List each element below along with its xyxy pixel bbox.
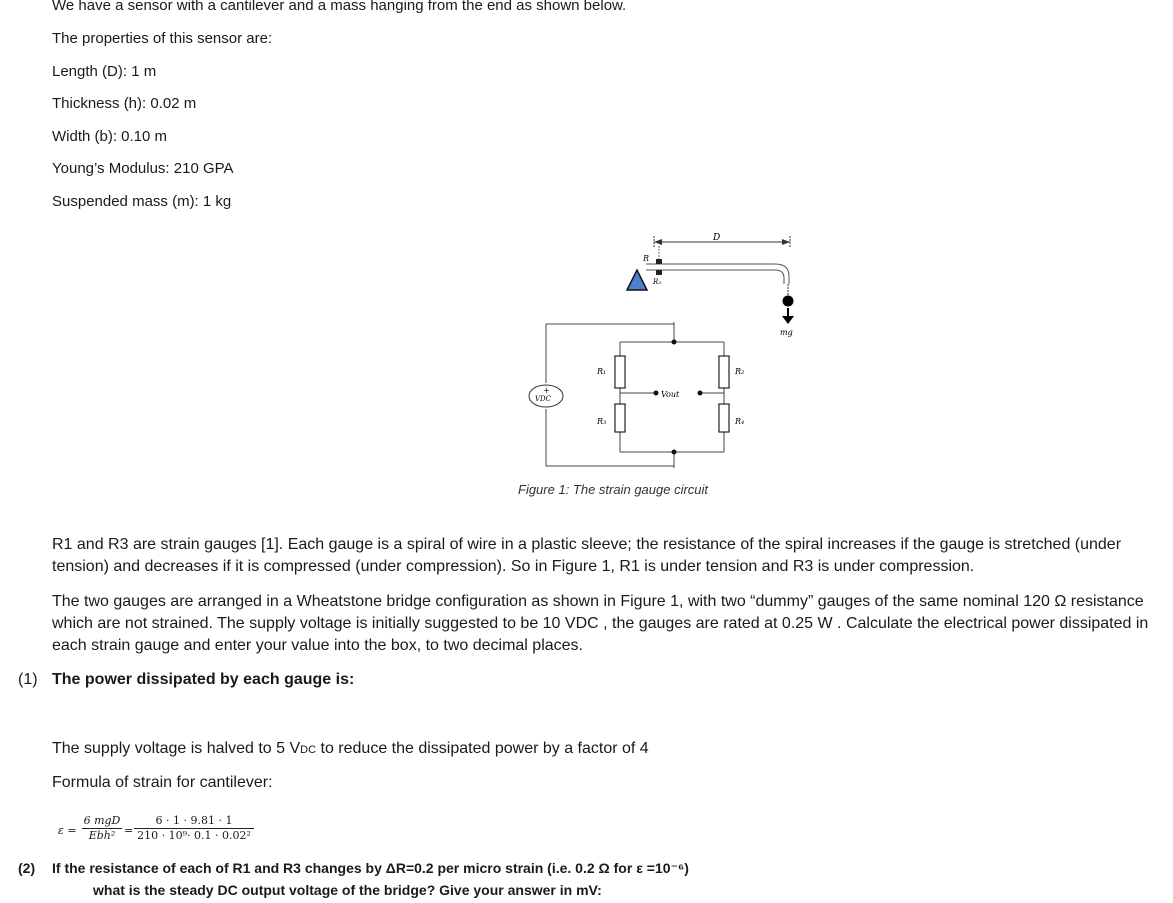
- formula-den-1: Ebh²: [88, 829, 116, 842]
- resistor-r3: [615, 404, 625, 432]
- mass-label: mg: [780, 328, 793, 337]
- dimension-d-label: D: [713, 233, 721, 243]
- r3-label: R₃: [597, 417, 607, 426]
- beam-r3-label: R₃: [653, 278, 662, 286]
- property-width: Width (b): 0.10 m: [52, 128, 168, 145]
- supply-value: 5 V: [276, 740, 301, 757]
- supply-subscript: DC: [300, 744, 317, 756]
- r2-label: R₂: [735, 367, 745, 376]
- mass-ball: [783, 296, 794, 307]
- properties-heading: The properties of this sensor are:: [52, 30, 273, 47]
- question-1-number: (1): [18, 671, 38, 688]
- formula-heading: Formula of strain for cantilever:: [52, 774, 273, 791]
- question-1-text: The power dissipated by each gauge is:: [52, 671, 355, 688]
- question-2-line-2: what is the steady DC output voltage of the bridge? Give your answer in mV:: [93, 882, 602, 898]
- paragraph-strain-gauges: R1 and R3 are strain gauges [1]. Each gauge is a spiral of wire in a plastic sleeve; the resistance of the spiral increases if the gauge is stretched (under tension) and decreases if it is compressed (under compression). So in Figure 1, R1 is under tension and R3 is under compression.: [52, 536, 1122, 575]
- supply-post: to reduce the dissipated power by a factor of 4: [320, 740, 649, 757]
- property-youngs-modulus: Young’s Modulus: 210 GPA: [52, 160, 234, 177]
- formula-epsilon: ε =: [58, 824, 77, 837]
- formula-fraction-2: [134, 814, 254, 843]
- question-2-number: (2): [18, 860, 36, 876]
- resistor-r1: [615, 356, 625, 388]
- vdc-plus: +: [543, 386, 550, 395]
- intro-text: We have a sensor with a cantilever and a mass hanging from the end as shown below.: [52, 0, 627, 14]
- supply-voltage-line: [52, 738, 649, 761]
- beam-r1-label: R: [643, 254, 650, 263]
- resistor-r4: [719, 404, 729, 432]
- property-length: Length (D): 1 m: [52, 63, 157, 80]
- vdc-label: VDC: [535, 395, 552, 403]
- question-2-line-1: If the resistance of each of R1 and R3 changes by ΔR=0.2 per micro strain (i.e. 0.2 Ω for ε =10⁻⁶): [52, 860, 689, 876]
- figure-caption: Figure 1: The strain gauge circuit: [518, 482, 709, 497]
- property-thickness: Thickness (h): 0.02 m: [52, 95, 197, 112]
- resistor-r2: [719, 356, 729, 388]
- paragraph-wheatstone: The two gauges are arranged in a Wheatstone bridge configuration as shown in Figure 1, with two “dummy” gauges of the same nominal 120 Ω resistance which are not strained. The supply voltage is initially suggested to be 10 VDC , the gauges are rated at 0.25 W . Calculate the electrical power dissipated in each strain gauge and enter your value into the box, to two decimal places.: [52, 593, 1149, 654]
- formula-equals: =: [124, 824, 134, 837]
- formula-den-2: 210 · 10⁹· 0.1 · 0.02²: [137, 829, 251, 842]
- vout-label: Vout: [661, 390, 680, 399]
- formula-num-2: 6 · 1 · 9.81 · 1: [134, 814, 254, 829]
- formula-num-1: 6 mgD: [83, 814, 121, 827]
- formula-fraction-1: [82, 814, 122, 843]
- property-mass: Suspended mass (m): 1 kg: [52, 193, 232, 210]
- supply-pre: The supply voltage is halved to: [52, 740, 272, 757]
- support-triangle: [627, 270, 647, 290]
- r4-label: R₄: [735, 417, 745, 426]
- r1-label: R₁: [597, 367, 607, 376]
- strain-gauge-figure: [510, 228, 830, 478]
